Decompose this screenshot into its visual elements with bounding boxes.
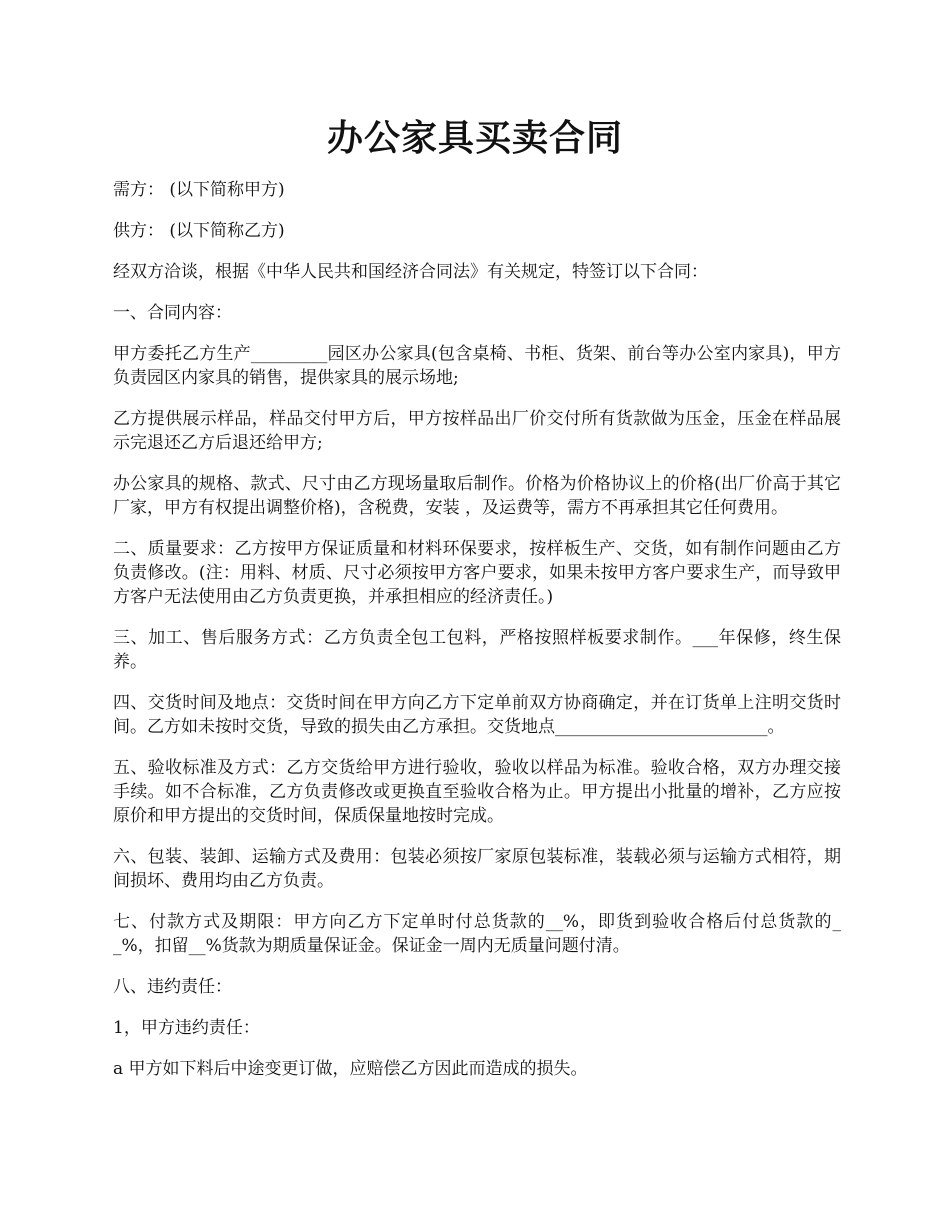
section-payment: 七、付款方式及期限：甲方向乙方下定单时付总货款的__%，即货到验收合格后付总货款的__%，扣留__%货款为期质量保证金。保证金一周内无质量问题付清。 (113, 912, 841, 956)
section-delivery: 四、交货时间及地点：交货时间在甲方向乙方下定单前双方协商确定，并在订货单上注明交货时间。乙方如未按时交货，导致的损失由乙方承担。交货地点_________________________。 (113, 693, 841, 737)
document-title: 办公家具买卖合同 (326, 117, 623, 159)
section-quality: 二、质量要求：乙方按甲方保证质量和材料环保要求，按样板生产、交货，如有制作问题由乙方负责修改。(注：用料、材质、尺寸必须按甲方客户要求，如果未按甲方客户要求生产，而导致甲方客户无法使用由乙方负责更换，并承担相应的经济责任。) (113, 539, 841, 607)
party-buyer: 需方： (以下简称甲方) (113, 180, 285, 200)
document-body (113, 178, 841, 1098)
section-after-sales: 三、加工、售后服务方式：乙方负责全包工包料，严格按照样板要求制作。___年保修，终生保养。 (113, 628, 841, 672)
party-supplier: 供方： (以下简称乙方) (113, 221, 285, 241)
clause-commission: 甲方委托乙方生产_________园区办公家具(包含桌椅、书柜、货架、前台等办公室内家具)，甲方负责园区内家具的销售，提供家具的展示场地; (113, 344, 841, 388)
preamble: 经双方洽谈，根据《中华人民共和国经济合同法》有关规定，特签订以下合同： (113, 262, 708, 282)
section-breach: 八、违约责任： (113, 977, 232, 997)
clause-samples: 乙方提供展示样品，样品交付甲方后，甲方按样品出厂价交付所有货款做为压金，压金在样品展示完退还乙方后退还给甲方; (113, 409, 841, 453)
section-packaging: 六、包装、装卸、运输方式及费用：包装必须按厂家原包装标准，装载必须与运输方式相符，期间损坏、费用均由乙方负责。 (113, 847, 841, 891)
breach-party-a-item-a: a 甲方如下料后中途变更订做，应赔偿乙方因此而造成的损失。 (113, 1059, 588, 1079)
clause-specifications: 办公家具的规格、款式、尺寸由乙方现场量取后制作。价格为价格协议上的价格(出厂价高于其它厂家，甲方有权提出调整价格)，含税费，安装 ，及运费等，需方不再承担其它任何费用。 (113, 474, 841, 518)
section-heading-contract-content: 一、合同内容： (113, 303, 232, 323)
breach-party-a-heading: 1，甲方违约责任： (113, 1018, 260, 1038)
section-acceptance: 五、验收标准及方式：乙方交货给甲方进行验收，验收以样品为标准。验收合格，双方办理交接手续。如不合标准，乙方负责修改或更换直至验收合格为止。甲方提出小批量的增补，乙方应按原价和甲方提出的交货时间，保质保量地按时完成。 (113, 758, 841, 826)
